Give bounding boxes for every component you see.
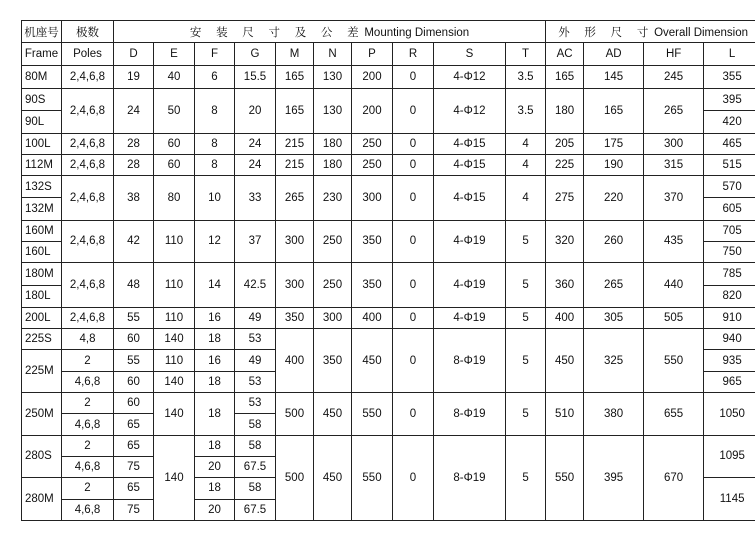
cell-d: 65 — [114, 435, 154, 456]
table-row — [22, 435, 755, 456]
cell-g: 24 — [235, 133, 276, 154]
cell-l: 705 — [704, 220, 755, 241]
cell-t: 5 — [506, 220, 546, 263]
cell-hf: 300 — [644, 133, 704, 154]
cell-m: 265 — [276, 176, 314, 221]
frame-header-cn: 机座号 — [22, 21, 62, 43]
cell-m: 500 — [276, 393, 314, 436]
cell-t: 4 — [506, 176, 546, 221]
cell-d: 42 — [114, 220, 154, 263]
cell-g: 49 — [235, 350, 276, 371]
cell-e: 140 — [154, 329, 195, 350]
cell-t: 3.5 — [506, 65, 546, 88]
cell-hf: 370 — [644, 176, 704, 221]
cell-f: 20 — [195, 499, 235, 520]
cell-t: 5 — [506, 263, 546, 308]
cell-d: 65 — [114, 478, 154, 499]
cell-n: 180 — [314, 133, 352, 154]
frame-header: Frame — [22, 43, 62, 65]
poles-cell: 4,6,8 — [62, 371, 114, 392]
cell-t: 4 — [506, 154, 546, 175]
col-header-p: P — [352, 43, 393, 65]
cell-hf: 655 — [644, 393, 704, 436]
cell-s: 4-Φ19 — [434, 307, 506, 328]
cell-f: 18 — [195, 329, 235, 350]
cell-p: 350 — [352, 220, 393, 263]
cell-f: 18 — [195, 371, 235, 392]
col-header-e: E — [154, 43, 195, 65]
cell-t: 5 — [506, 329, 546, 393]
col-header-g: G — [235, 43, 276, 65]
cell-hf: 505 — [644, 307, 704, 328]
cell-l: 515 — [704, 154, 755, 175]
poles-cell: 2,4,6,8 — [62, 307, 114, 328]
frame-cell: 132S — [22, 176, 62, 198]
cell-r: 0 — [393, 307, 434, 328]
poles-cell: 2,4,6,8 — [62, 176, 114, 221]
cell-l: 820 — [704, 285, 755, 307]
cell-hf: 440 — [644, 263, 704, 308]
frame-cell: 180M — [22, 263, 62, 285]
cell-e: 110 — [154, 307, 195, 328]
cell-g: 37 — [235, 220, 276, 263]
cell-ad: 165 — [584, 88, 644, 133]
table-row — [22, 393, 755, 414]
cell-ac: 165 — [546, 65, 584, 88]
cell-g: 15.5 — [235, 65, 276, 88]
cell-f: 8 — [195, 133, 235, 154]
cell-m: 350 — [276, 307, 314, 328]
poles-cell: 2,4,6,8 — [62, 263, 114, 308]
cell-n: 450 — [314, 393, 352, 436]
cell-l: 395 — [704, 88, 755, 110]
cell-g: 20 — [235, 88, 276, 133]
cell-m: 165 — [276, 65, 314, 88]
header-row-cn — [22, 21, 755, 43]
cell-p: 550 — [352, 435, 393, 520]
cell-ac: 550 — [546, 435, 584, 520]
cell-s: 8-Φ19 — [434, 329, 506, 393]
mounting-header-cn: 安 装 尺 寸 及 公 差 — [189, 26, 365, 39]
cell-e: 110 — [154, 263, 195, 308]
poles-cell: 2,4,6,8 — [62, 133, 114, 154]
table-row — [22, 65, 755, 88]
frame-cell: 160M — [22, 220, 62, 241]
overall-header-cn: 外 形 尺 寸 — [558, 26, 655, 39]
cell-e: 40 — [154, 65, 195, 88]
cell-r: 0 — [393, 263, 434, 308]
cell-p: 200 — [352, 65, 393, 88]
cell-l: 935 — [704, 350, 755, 371]
cell-l: 420 — [704, 111, 755, 133]
poles-cell: 2,4,6,8 — [62, 88, 114, 133]
table-row — [22, 307, 755, 328]
cell-g: 67.5 — [235, 456, 276, 477]
cell-n: 350 — [314, 329, 352, 393]
frame-cell: 80M — [22, 65, 62, 88]
cell-l: 965 — [704, 371, 755, 392]
overall-dimension-header — [546, 21, 755, 43]
cell-g: 49 — [235, 307, 276, 328]
cell-ac: 205 — [546, 133, 584, 154]
cell-p: 300 — [352, 176, 393, 221]
cell-r: 0 — [393, 393, 434, 436]
cell-e: 60 — [154, 154, 195, 175]
table-row — [22, 329, 755, 350]
header-row-en — [22, 43, 755, 65]
table-row — [22, 133, 755, 154]
cell-t: 4 — [506, 133, 546, 154]
cell-d: 48 — [114, 263, 154, 308]
cell-s: 4-Φ12 — [434, 65, 506, 88]
table-row — [22, 154, 755, 175]
cell-s: 8-Φ19 — [434, 435, 506, 520]
cell-p: 250 — [352, 154, 393, 175]
poles-cell: 2,4,6,8 — [62, 220, 114, 263]
cell-ad: 260 — [584, 220, 644, 263]
cell-t: 5 — [506, 435, 546, 520]
cell-g: 53 — [235, 329, 276, 350]
cell-r: 0 — [393, 176, 434, 221]
cell-n: 130 — [314, 65, 352, 88]
cell-l: 910 — [704, 307, 755, 328]
poles-cell: 4,6,8 — [62, 499, 114, 520]
cell-l: 355 — [704, 65, 755, 88]
poles-cell: 2,4,6,8 — [62, 65, 114, 88]
cell-ad: 305 — [584, 307, 644, 328]
cell-r: 0 — [393, 88, 434, 133]
cell-r: 0 — [393, 65, 434, 88]
cell-f: 18 — [195, 478, 235, 499]
cell-s: 4-Φ15 — [434, 133, 506, 154]
cell-m: 300 — [276, 220, 314, 263]
cell-d: 55 — [114, 307, 154, 328]
frame-cell: 225S — [22, 329, 62, 350]
cell-n: 180 — [314, 154, 352, 175]
cell-s: 4-Φ15 — [434, 154, 506, 175]
cell-ad: 190 — [584, 154, 644, 175]
col-header-r: R — [393, 43, 434, 65]
table-row — [22, 88, 755, 110]
cell-l: 940 — [704, 329, 755, 350]
cell-d: 28 — [114, 154, 154, 175]
cell-s: 4-Φ12 — [434, 88, 506, 133]
frame-cell: 280S — [22, 435, 62, 478]
cell-g: 24 — [235, 154, 276, 175]
cell-t: 3.5 — [506, 88, 546, 133]
cell-d: 60 — [114, 329, 154, 350]
cell-ac: 275 — [546, 176, 584, 221]
col-header-l: L — [704, 43, 755, 65]
cell-f: 14 — [195, 263, 235, 308]
overall-header-en: Overall Dimension — [654, 26, 749, 39]
col-header-ad: AD — [584, 43, 644, 65]
cell-ac: 450 — [546, 329, 584, 393]
poles-header: Poles — [62, 43, 114, 65]
poles-cell: 4,6,8 — [62, 414, 114, 435]
cell-s: 8-Φ19 — [434, 393, 506, 436]
cell-f: 12 — [195, 220, 235, 263]
cell-d: 65 — [114, 414, 154, 435]
cell-d: 38 — [114, 176, 154, 221]
col-header-d: D — [114, 43, 154, 65]
cell-l: 605 — [704, 198, 755, 220]
cell-d: 75 — [114, 499, 154, 520]
cell-d: 60 — [114, 371, 154, 392]
cell-g: 53 — [235, 393, 276, 414]
cell-d: 55 — [114, 350, 154, 371]
cell-m: 400 — [276, 329, 314, 393]
cell-f: 8 — [195, 154, 235, 175]
cell-n: 230 — [314, 176, 352, 221]
cell-d: 60 — [114, 393, 154, 414]
cell-l: 465 — [704, 133, 755, 154]
poles-cell: 2,4,6,8 — [62, 154, 114, 175]
cell-f: 16 — [195, 350, 235, 371]
cell-p: 200 — [352, 88, 393, 133]
cell-m: 215 — [276, 133, 314, 154]
poles-cell: 2 — [62, 393, 114, 414]
cell-f: 6 — [195, 65, 235, 88]
cell-g: 58 — [235, 435, 276, 456]
poles-header-cn: 极数 — [62, 21, 114, 43]
cell-m: 215 — [276, 154, 314, 175]
cell-g: 67.5 — [235, 499, 276, 520]
cell-ad: 380 — [584, 393, 644, 436]
mounting-dimension-header — [114, 21, 546, 43]
cell-l: 1050 — [704, 393, 755, 436]
table-row — [22, 263, 755, 285]
dimension-table — [21, 20, 755, 521]
cell-ad: 175 — [584, 133, 644, 154]
cell-d: 19 — [114, 65, 154, 88]
cell-t: 5 — [506, 393, 546, 436]
cell-r: 0 — [393, 435, 434, 520]
cell-g: 58 — [235, 478, 276, 499]
cell-r: 0 — [393, 133, 434, 154]
cell-f: 20 — [195, 456, 235, 477]
cell-hf: 670 — [644, 435, 704, 520]
cell-ac: 225 — [546, 154, 584, 175]
cell-ad: 325 — [584, 329, 644, 393]
cell-ac: 510 — [546, 393, 584, 436]
poles-cell: 2 — [62, 478, 114, 499]
frame-cell: 180L — [22, 285, 62, 307]
table-row — [22, 176, 755, 198]
cell-e: 60 — [154, 133, 195, 154]
cell-l: 570 — [704, 176, 755, 198]
cell-hf: 550 — [644, 329, 704, 393]
cell-ad: 220 — [584, 176, 644, 221]
cell-r: 0 — [393, 220, 434, 263]
cell-m: 165 — [276, 88, 314, 133]
cell-e: 140 — [154, 393, 195, 436]
poles-cell: 4,8 — [62, 329, 114, 350]
cell-t: 5 — [506, 307, 546, 328]
cell-e: 110 — [154, 220, 195, 263]
frame-cell: 90S — [22, 88, 62, 110]
cell-m: 500 — [276, 435, 314, 520]
cell-l: 1145 — [704, 478, 755, 521]
cell-hf: 435 — [644, 220, 704, 263]
cell-hf: 265 — [644, 88, 704, 133]
frame-cell: 90L — [22, 111, 62, 133]
cell-n: 250 — [314, 263, 352, 308]
col-header-t: T — [506, 43, 546, 65]
cell-m: 300 — [276, 263, 314, 308]
poles-cell: 2 — [62, 435, 114, 456]
cell-f: 18 — [195, 435, 235, 456]
cell-ac: 360 — [546, 263, 584, 308]
cell-e: 50 — [154, 88, 195, 133]
col-header-hf: HF — [644, 43, 704, 65]
cell-p: 450 — [352, 329, 393, 393]
poles-cell: 2 — [62, 350, 114, 371]
col-header-ac: AC — [546, 43, 584, 65]
frame-cell: 100L — [22, 133, 62, 154]
cell-g: 58 — [235, 414, 276, 435]
cell-e: 140 — [154, 371, 195, 392]
mounting-header-en: Mounting Dimension — [364, 26, 470, 39]
cell-e: 110 — [154, 350, 195, 371]
cell-ac: 320 — [546, 220, 584, 263]
cell-p: 350 — [352, 263, 393, 308]
cell-r: 0 — [393, 154, 434, 175]
cell-ad: 145 — [584, 65, 644, 88]
cell-f: 18 — [195, 393, 235, 436]
cell-n: 300 — [314, 307, 352, 328]
frame-cell: 200L — [22, 307, 62, 328]
cell-l: 1095 — [704, 435, 755, 478]
cell-ac: 180 — [546, 88, 584, 133]
cell-d: 24 — [114, 88, 154, 133]
cell-l: 785 — [704, 263, 755, 285]
frame-cell: 280M — [22, 478, 62, 521]
frame-cell: 225M — [22, 350, 62, 393]
col-header-n: N — [314, 43, 352, 65]
cell-ad: 265 — [584, 263, 644, 308]
table-row — [22, 220, 755, 241]
cell-hf: 315 — [644, 154, 704, 175]
frame-cell: 250M — [22, 393, 62, 436]
col-header-f: F — [195, 43, 235, 65]
cell-g: 53 — [235, 371, 276, 392]
cell-r: 0 — [393, 329, 434, 393]
cell-d: 75 — [114, 456, 154, 477]
cell-s: 4-Φ19 — [434, 220, 506, 263]
cell-ad: 395 — [584, 435, 644, 520]
poles-cell: 4,6,8 — [62, 456, 114, 477]
cell-n: 130 — [314, 88, 352, 133]
cell-d: 28 — [114, 133, 154, 154]
cell-s: 4-Φ15 — [434, 176, 506, 221]
cell-e: 80 — [154, 176, 195, 221]
col-header-s: S — [434, 43, 506, 65]
cell-ac: 400 — [546, 307, 584, 328]
cell-n: 250 — [314, 220, 352, 263]
cell-f: 16 — [195, 307, 235, 328]
cell-n: 450 — [314, 435, 352, 520]
cell-g: 42.5 — [235, 263, 276, 308]
cell-f: 10 — [195, 176, 235, 221]
cell-hf: 245 — [644, 65, 704, 88]
cell-e: 140 — [154, 435, 195, 520]
col-header-m: M — [276, 43, 314, 65]
cell-s: 4-Φ19 — [434, 263, 506, 308]
cell-l: 750 — [704, 241, 755, 262]
cell-p: 250 — [352, 133, 393, 154]
frame-cell: 132M — [22, 198, 62, 220]
cell-p: 400 — [352, 307, 393, 328]
cell-p: 550 — [352, 393, 393, 436]
frame-cell: 112M — [22, 154, 62, 175]
cell-f: 8 — [195, 88, 235, 133]
cell-g: 33 — [235, 176, 276, 221]
frame-cell: 160L — [22, 241, 62, 262]
